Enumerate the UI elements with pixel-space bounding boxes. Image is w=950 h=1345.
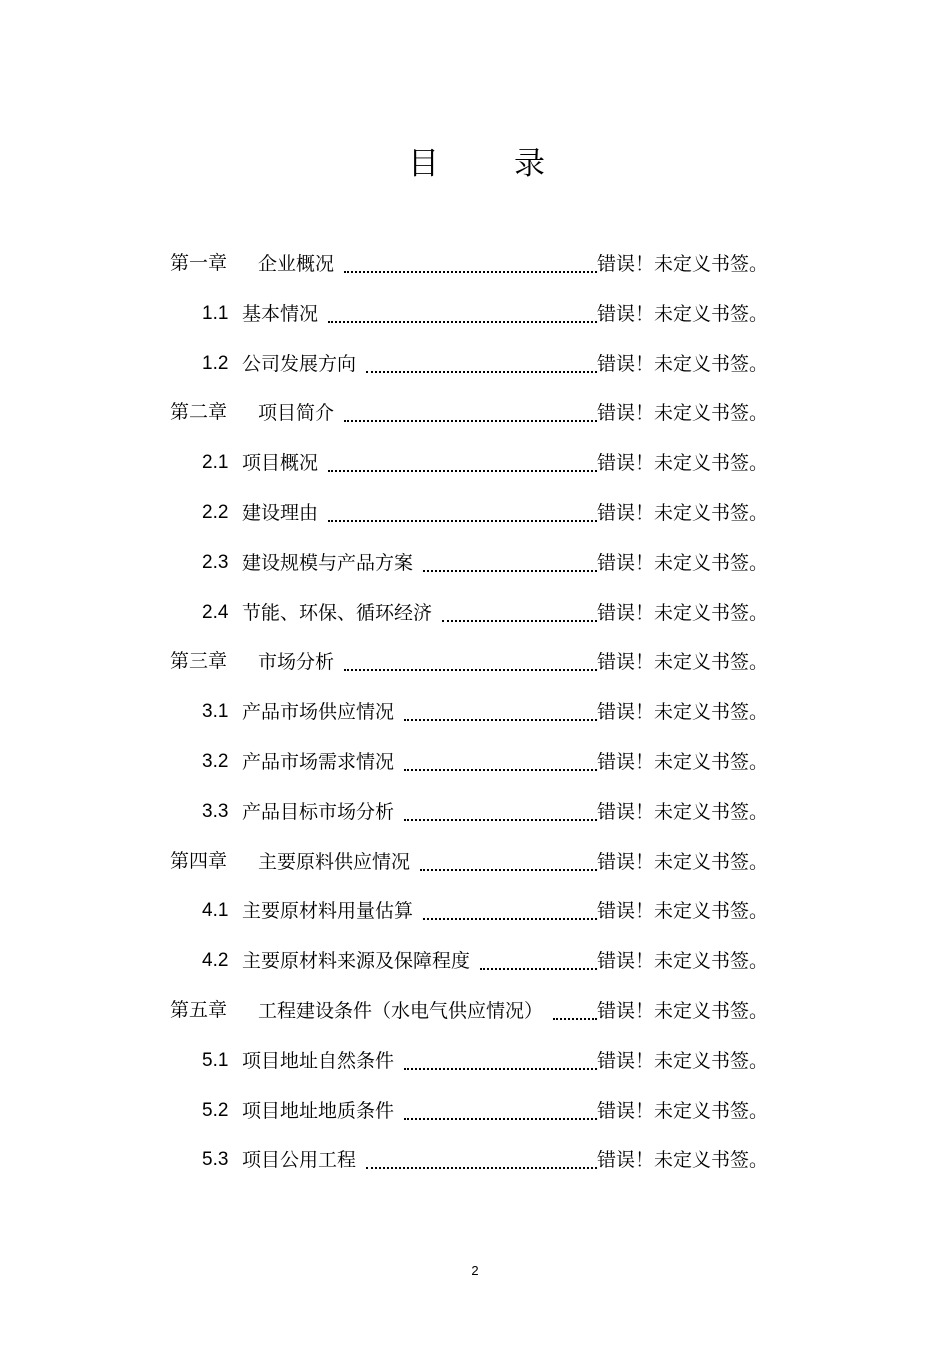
toc-entry-number: 2.2 [202, 502, 229, 523]
title-char-1: 目 [408, 146, 439, 182]
toc-entry-number: 第二章 [170, 402, 228, 423]
toc-section-entry[interactable] [202, 496, 326, 530]
toc-dot-leader [328, 520, 597, 522]
toc-chapter-entry[interactable] [170, 845, 418, 879]
toc-chapter-entry[interactable] [170, 247, 342, 281]
toc-entry-number: 第五章 [170, 1000, 228, 1021]
toc-entry-number: 第四章 [170, 851, 228, 872]
toc-entry-number: 5.1 [202, 1050, 229, 1071]
toc-entry-page-reference: 错误！未定义书签。 [597, 303, 769, 325]
toc-entry-number: 5.3 [202, 1149, 229, 1170]
toc-entry-number: 1.2 [202, 353, 229, 374]
toc-section-entry[interactable] [202, 1094, 402, 1128]
toc-entry-label: 项目地址自然条件 [242, 1050, 395, 1072]
toc-entry-label: 产品市场供应情况 [242, 701, 395, 723]
toc-chapter-entry[interactable] [170, 396, 342, 430]
toc-section-entry[interactable] [202, 745, 402, 779]
toc-section-entry[interactable] [202, 347, 364, 381]
toc-entry-number: 第一章 [170, 253, 228, 274]
toc-entry-page-reference: 错误！未定义书签。 [597, 801, 769, 823]
toc-entry-label: 项目概况 [242, 452, 319, 474]
toc-entry-number: 5.2 [202, 1100, 229, 1121]
toc-section-entry[interactable] [202, 446, 326, 480]
toc-entry-label: 工程建设条件（水电气供应情况） [258, 1000, 544, 1022]
toc-entry-label: 市场分析 [258, 651, 335, 673]
toc-entry-page-reference: 错误！未定义书签。 [597, 502, 769, 524]
toc-entry-number: 4.1 [202, 900, 229, 921]
toc-section-entry[interactable] [202, 1044, 402, 1078]
toc-chapter-entry[interactable] [170, 645, 342, 679]
toc-entry-label: 项目公用工程 [242, 1149, 357, 1171]
toc-entry-page-reference: 错误！未定义书签。 [597, 253, 769, 275]
toc-section-entry[interactable] [202, 944, 478, 978]
toc-dot-leader [420, 869, 597, 871]
toc-entry-label: 产品目标市场分析 [242, 801, 395, 823]
toc-chapter-entry[interactable] [170, 994, 551, 1028]
toc-entry-label: 项目简介 [258, 402, 335, 424]
toc-dot-leader [404, 1068, 597, 1070]
toc-dot-leader [328, 470, 597, 472]
toc-entry-page-reference: 错误！未定义书签。 [597, 402, 769, 424]
toc-section-entry[interactable] [202, 596, 440, 630]
toc-entry-number: 2.4 [202, 602, 229, 623]
toc-entry-number: 3.2 [202, 751, 229, 772]
toc-dot-leader [366, 371, 597, 373]
toc-entry-label: 建设理由 [242, 502, 319, 524]
toc-entry-page-reference: 错误！未定义书签。 [597, 353, 769, 375]
toc-entry-page-reference: 错误！未定义书签。 [597, 851, 769, 873]
toc-section-entry[interactable] [202, 695, 402, 729]
toc-entry-page-reference: 错误！未定义书签。 [597, 1050, 769, 1072]
toc-entry-number: 2.3 [202, 552, 229, 573]
toc-dot-leader [423, 918, 597, 920]
toc-entry-number: 3.1 [202, 701, 229, 722]
toc-entry-page-reference: 错误！未定义书签。 [597, 552, 769, 574]
toc-section-entry[interactable] [202, 1143, 364, 1177]
toc-entry-label: 主要原材料来源及保障程度 [242, 950, 471, 972]
toc-entry-label: 建设规模与产品方案 [242, 552, 414, 574]
page-number: 2 [471, 1263, 479, 1278]
toc-entry-label: 主要原材料用量估算 [242, 900, 414, 922]
title-char-2: 录 [514, 146, 545, 182]
toc-section-entry[interactable] [202, 795, 402, 829]
toc-entry-label: 主要原料供应情况 [258, 851, 411, 873]
toc-dot-leader [344, 271, 597, 273]
toc-section-entry[interactable] [202, 546, 421, 580]
toc-entry-page-reference: 错误！未定义书签。 [597, 1100, 769, 1122]
toc-entry-page-reference: 错误！未定义书签。 [597, 950, 769, 972]
toc-dot-leader [344, 420, 597, 422]
toc-dot-leader [553, 1018, 597, 1020]
toc-entry-label: 项目地址地质条件 [242, 1100, 395, 1122]
toc-entry-number: 4.2 [202, 950, 229, 971]
toc-entry-page-reference: 错误！未定义书签。 [597, 651, 769, 673]
toc-dot-leader [442, 620, 597, 622]
toc-dot-leader [423, 570, 597, 572]
toc-entry-page-reference: 错误！未定义书签。 [597, 452, 769, 474]
toc-entry-page-reference: 错误！未定义书签。 [597, 602, 769, 624]
toc-section-entry[interactable] [202, 894, 421, 928]
toc-entry-number: 第三章 [170, 651, 228, 672]
toc-entry-page-reference: 错误！未定义书签。 [597, 900, 769, 922]
toc-entry-label: 节能、环保、循环经济 [242, 602, 433, 624]
toc-entry-number: 2.1 [202, 452, 229, 473]
toc-entry-page-reference: 错误！未定义书签。 [597, 701, 769, 723]
toc-entry-label: 产品市场需求情况 [242, 751, 395, 773]
toc-section-entry[interactable] [202, 297, 326, 331]
toc-entry-label: 公司发展方向 [242, 353, 357, 375]
toc-entry-label: 基本情况 [242, 303, 319, 325]
toc-entry-page-reference: 错误！未定义书签。 [597, 1149, 769, 1171]
toc-entry-page-reference: 错误！未定义书签。 [597, 751, 769, 773]
toc-dot-leader [344, 669, 597, 671]
toc-dot-leader [404, 1118, 597, 1120]
toc-dot-leader [404, 819, 597, 821]
toc-dot-leader [366, 1167, 597, 1169]
toc-entry-label: 企业概况 [258, 253, 335, 275]
toc-dot-leader [328, 321, 597, 323]
toc-entry-number: 1.1 [202, 303, 229, 324]
toc-entry-page-reference: 错误！未定义书签。 [597, 1000, 769, 1022]
toc-entry-number: 3.3 [202, 801, 229, 822]
toc-dot-leader [404, 719, 597, 721]
toc-dot-leader [404, 769, 597, 771]
toc-dot-leader [480, 968, 597, 970]
